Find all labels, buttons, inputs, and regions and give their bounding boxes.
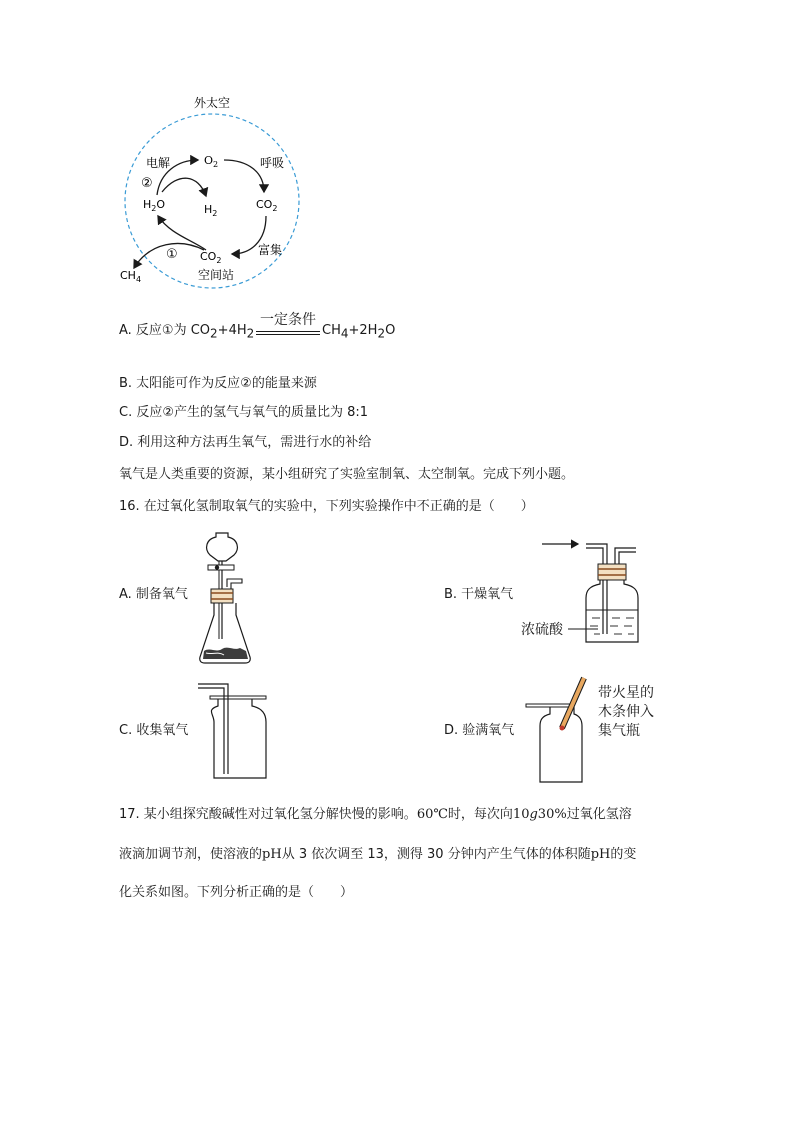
breathing-label: 呼吸 [260, 156, 285, 170]
splint-test-apparatus [524, 674, 600, 786]
reaction2-mark: ② [141, 176, 153, 191]
q16-option-a: A. 制备氧气 [119, 587, 188, 602]
acid-label: 浓硫酸 [521, 622, 563, 638]
q17-line2: 液滴加调节剂，使溶液的pH从 3 依次调至 13，测得 30 分钟内产生气体的体积随pH的变 [119, 847, 637, 862]
generation-apparatus [194, 527, 258, 667]
q17-line3: 化关系如图。下列分析正确的是（ ） [119, 885, 354, 900]
arrow-o2-to-co2 [224, 160, 264, 192]
double-line [256, 331, 320, 335]
electrolysis-label: 电解 [146, 156, 171, 170]
q16-stem: 16. 在过氧化氢制取氧气的实验中，下列实验操作中不正确的是（ ） [119, 499, 534, 514]
splint-label: 带火星的 木条伸入 集气瓶 [598, 685, 654, 739]
o2-formula: $O_2$ [204, 154, 219, 169]
q15-option-a: A. 反应①为 $CO_2+4H_2$ [119, 323, 255, 341]
collection-apparatus [196, 678, 270, 782]
space-cycle-diagram [100, 92, 330, 292]
outer-space-label: 外太空 [193, 96, 231, 110]
h2-formula: $H_2$ [204, 203, 218, 218]
intro-text: 氧气是人类重要的资源，某小组研究了实验室制氧、太空制氧。完成下列小题。 [119, 467, 575, 482]
q16-option-d: D. 验满氧气 [444, 723, 515, 738]
q15-option-b: B. 太阳能可作为反应②的能量来源 [119, 376, 317, 391]
q15-option-d: D. 利用这种方法再生氧气，需进行水的补给 [119, 435, 372, 450]
q15-option-a-rhs: $CH_4+2H_2O$ [322, 323, 396, 341]
reaction-condition: 一定条件 [256, 311, 320, 335]
co2-top-formula: $CO_2$ [256, 198, 278, 213]
station-label: 空间站 [198, 268, 235, 282]
q15-option-c: C. 反应②产生的氢气与氧气的质量比为 8:1 [119, 405, 369, 420]
ch4-formula: $CH_4$ [120, 269, 142, 284]
q16-option-b: B. 干燥氧气 [444, 587, 514, 602]
co2-bottom-formula: $CO_2$ [200, 250, 222, 265]
reaction1-mark: ① [166, 247, 178, 262]
q16-option-c: C. 收集氧气 [119, 723, 189, 738]
h2o-formula: $H_2O$ [143, 198, 166, 213]
enrich-label: 富集 [258, 243, 283, 257]
arrow-h2o-to-h2 [162, 178, 206, 196]
q17-line1: 17. 某小组探究酸碱性对过氧化氢分解快慢的影响。60℃时，每次向10g30%过氧化氢溶 [119, 807, 632, 822]
